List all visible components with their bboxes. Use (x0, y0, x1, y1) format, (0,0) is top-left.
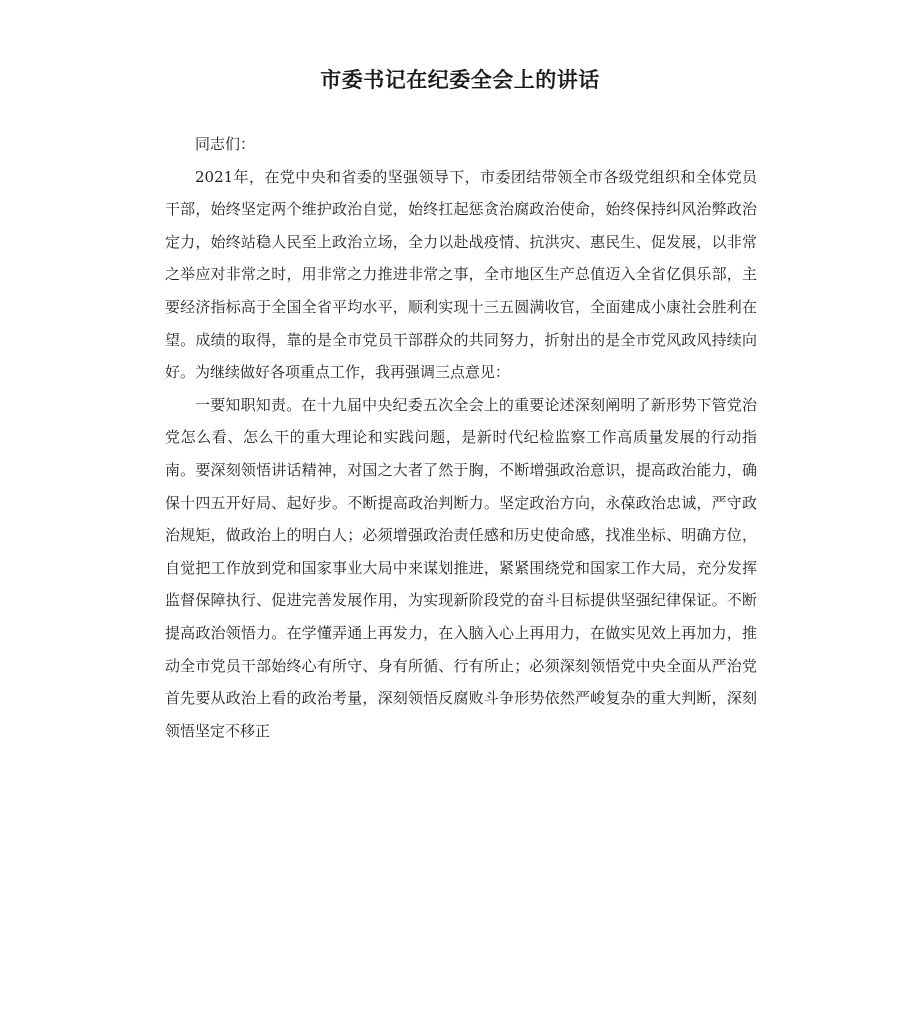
first-point-paragraph: 一要知职知责。在十九届中央纪委五次全会上的重要论述深刻阐明了新形势下管党治党怎么看、怎么干的重大理论和实践问题，是新时代纪检监察工作高质量发展的行动指南。要深刻领悟讲话精神，对国之大者了然于胸，不断增强政治意识，提高政治能力，确保十四五开好局、起好步。不断提高政治判断力。坚定政治方向，永葆政治忠诚，严守政治规矩，做政治上的明白人；必须增强政治责任感和历史使命感，找准坐标、明确方位，自觉把工作放到党和国家事业大局中来谋划推进，紧紧围绕党和国家工作大局，充分发挥监督保障执行、促进完善发展作用，为实现新阶段党的奋斗目标提供坚强纪律保证。不断提高政治领悟力。在学懂弄通上再发力，在入脑入心上再用力，在做实见效上再加力，推动全市党员干部始终心有所守、身有所循、行有所止；必须深刻领悟党中央全面从严治党首先要从政治上看的政治考量，深刻领悟反腐败斗争形势依然严峻复杂的重大判断，深刻领悟坚定不移正 (165, 395, 757, 740)
document-title: 市委书记在纪委全会上的讲话 (320, 68, 600, 92)
salutation-paragraph: 同志们： (195, 135, 256, 153)
document-body (165, 128, 757, 747)
intro-paragraph: 2021年，在党中央和省委的坚强领导下，市委团结带领全市各级党组织和全体党员干部，始终坚定两个维护政治自觉，始终扛起惩贪治腐政治使命，始终保持纠风治弊政治定力，始终站稳人民至上政治立场，全力以赴战疫情、抗洪灾、惠民生、促发展，以非常之举应对非常之时，用非常之力推进非常之事，全市地区生产总值迈入全省亿俱乐部，主要经济指标高于全国全省平均水平，顺利实现十三五圆满收官，全面建成小康社会胜利在望。成绩的取得，靠的是全市党员干部群众的共同努力，折射出的是全市党风政风持续向好。为继续做好各项重点工作，我再强调三点意见： (165, 167, 757, 382)
